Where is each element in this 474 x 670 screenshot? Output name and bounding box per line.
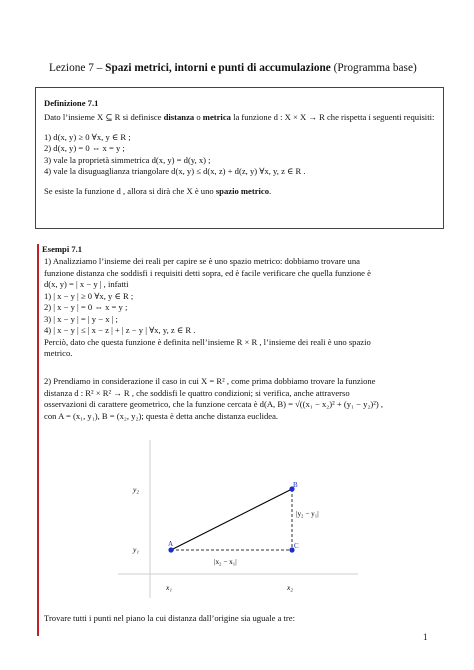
example-1-line: Perciò, dato che questa funzione è definita nell’insieme R × R , l’insieme dei reali è uno spazio — [44, 336, 371, 347]
page-title: Lezione 7 – Spazi metrici, intorni e punti di accumulazione (Programma base) — [49, 62, 417, 74]
label-y1: y₁ — [133, 545, 139, 554]
example-1 — [44, 256, 439, 360]
example-1-line: 4) | x − y | ≤ | x − z | + | z − y | ∀x, y, z ∈ R . — [44, 325, 196, 335]
segment-ab — [171, 489, 292, 550]
definition-conclusion: Se esiste la funzione d , allora si dirà che X è uno spazio metrico. — [44, 185, 272, 196]
definition-intro: Dato l’insieme X ⊆ R si definisce distanza o metrica la funzione d : X × X → R che rispetta i seguenti requisiti: — [44, 112, 435, 122]
examples-margin-bar — [37, 244, 39, 622]
example-1-line: 2) | x − y | = 0 ⇔ x = y ; — [44, 302, 128, 312]
definition-heading: Definizione 7.1 — [44, 98, 99, 108]
examples-heading: Esempi 7.1 — [42, 244, 83, 254]
example-2-line: osservazioni di carattere geometrico, che la funzione cercata è d(A, B) = √((x₁ − x₂)² + (y₁ − y₂)²) , — [44, 399, 384, 409]
example-1-line: metrico. — [44, 348, 73, 358]
example-2-line: distanza d : R² × R² → R , che soddisfi le quattro condizioni; si verifica, anche attraverso — [44, 387, 350, 398]
example-1-line: d(x, y) = | x − y | , infatti — [44, 279, 129, 289]
label-y2: y₂ — [133, 485, 139, 494]
label-dy: |y₂ − y₁| — [296, 510, 319, 518]
example-2-line: con A = (x₁, y₁), B = (x₂, y₂); questa è detta anche distanza euclidea. — [44, 410, 279, 421]
point-a — [168, 547, 173, 552]
label-dx: |x₂ − x₁| — [214, 558, 237, 566]
distance-figure — [118, 440, 358, 598]
requisite-1: 1) d(x, y) ≥ 0 ∀x, y ∈ R ; — [44, 131, 131, 142]
example-1-line: funzione distanza che soddisfi i requisiti detti sopra, ed è facile verificare che quella funzione è — [44, 267, 371, 278]
label-a: A — [168, 540, 174, 548]
page-number: 1 — [423, 632, 428, 642]
example-2 — [44, 376, 439, 422]
example-1-line: 3) | x − y | = | y − x | ; — [44, 313, 118, 324]
example-2-line: 2) Prendiamo in considerazione il caso in cui X = R² , come prima dobbiamo trovare la funzione — [44, 376, 376, 386]
definition-body — [44, 112, 436, 197]
requisite-2: 2) d(x, y) = 0 ⇔ x = y ; — [44, 143, 125, 153]
requisite-3: 3) vale la proprietà simmetrica d(x, y) = d(y, x) ; — [44, 154, 211, 165]
example-1-line: 1) | x − y | ≥ 0 ∀x, y ∈ R ; — [44, 290, 134, 301]
example-1-line: 1) Analizziamo l’insieme dei reali per capire se è uno spazio metrico: dobbiamo trovare una — [44, 256, 360, 266]
last-line-margin-bar — [37, 606, 39, 636]
label-c: C — [294, 542, 299, 550]
requisite-4: 4) vale la disuguaglianza triangolare d(x, y) ≤ d(x, z) + d(z, y) ∀x, y, z ∈ R . — [44, 166, 306, 176]
label-b: B — [293, 481, 298, 489]
exercise-line: Trovare tutti i punti nel piano la cui distanza dall’origine sia uguale a tre: — [44, 613, 295, 623]
label-x2: x₂ — [287, 583, 293, 592]
label-x1: x₁ — [166, 583, 172, 592]
